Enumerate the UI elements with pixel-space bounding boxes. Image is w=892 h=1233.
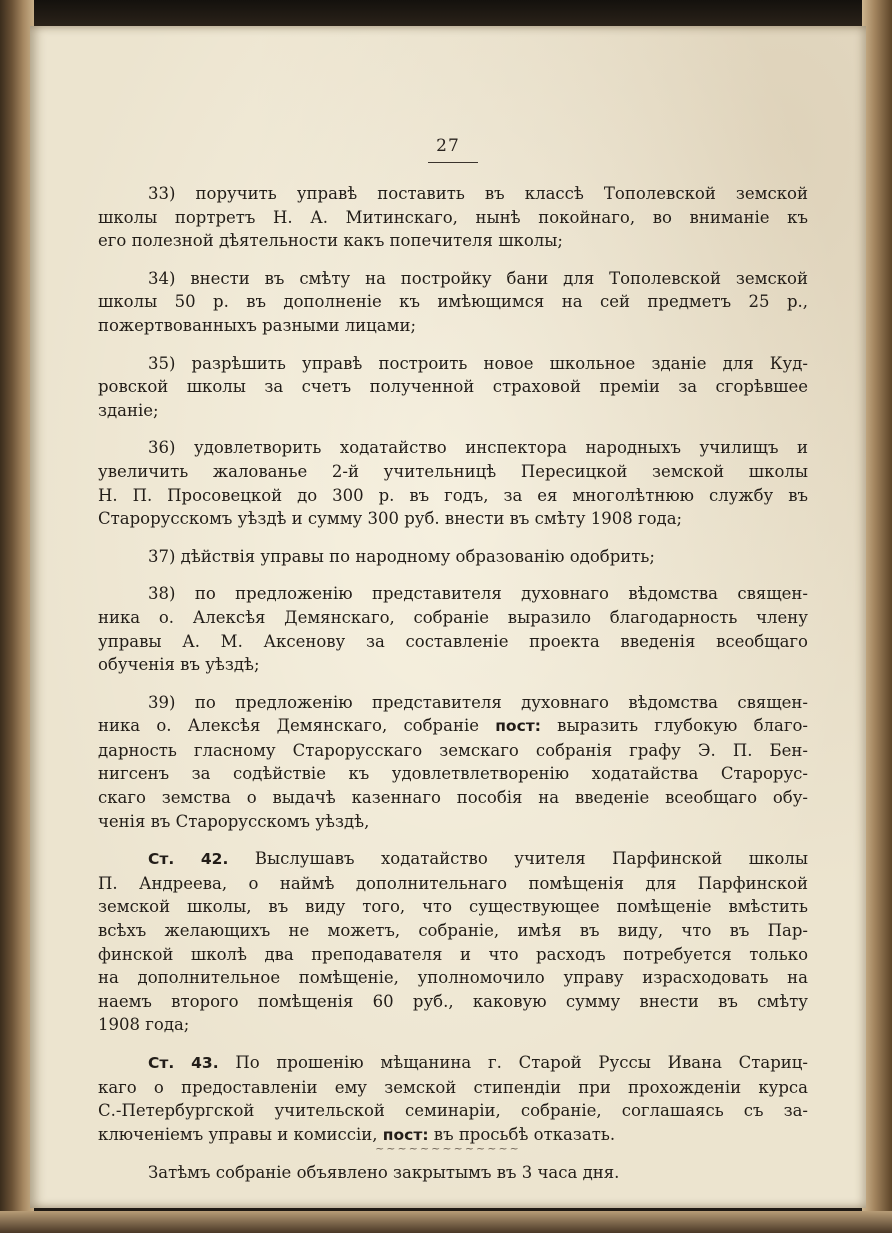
text-line: управы А. М. Аксенову за составленіе проекта введенія всеобщаго xyxy=(98,631,808,651)
end-ornament-rule: ~~~~~~~~~~~~~ xyxy=(375,1142,521,1155)
resolution-label: пост: xyxy=(495,717,541,736)
paragraph-38 xyxy=(98,582,808,676)
page-number-rule xyxy=(428,162,478,163)
book-edge-right xyxy=(862,0,892,1233)
text-line: ченія въ Старорусскомъ уѣздѣ, xyxy=(98,811,370,831)
text-line: наемъ второго помѣщенія 60 руб., каковую сумму внести въ смѣту xyxy=(98,991,808,1011)
text-line: скаго земства о выдачѣ казеннаго пособія на введеніе всеобщаго обу- xyxy=(98,788,808,808)
text-segment: ника о. Алексѣя Демянскаго, собраніе xyxy=(98,716,479,736)
page-number: 27 xyxy=(436,136,460,156)
closing-paragraph xyxy=(98,1161,808,1185)
text-line: 34) внести въ смѣту на постройку бани для Тополевской земской xyxy=(148,268,808,288)
text-line: каго о предоставленіи ему земской стипендіи при прохожденіи курса xyxy=(98,1077,808,1097)
text-line: всѣхъ желающихъ не можетъ, собраніе, имѣя въ виду, что въ Пар- xyxy=(98,921,808,941)
text-line xyxy=(98,847,808,872)
book-bottom-edge xyxy=(0,1211,892,1233)
book-gutter-left xyxy=(0,0,34,1233)
paragraph-34 xyxy=(98,267,808,338)
text-line: финской школѣ два преподавателя и что расходъ потребуется только xyxy=(98,944,808,964)
text-line: С.-Петербургской учительской семинаріи, собраніе, соглашаясь съ за- xyxy=(98,1101,808,1121)
paragraph-33 xyxy=(98,182,808,253)
resolution-label: пост: xyxy=(382,1125,429,1144)
paragraph-36 xyxy=(98,436,808,530)
text-line: ровской школы за счетъ полученной страховой преміи за сгорѣвшее xyxy=(98,377,808,397)
article-43 xyxy=(98,1051,808,1147)
text-line: пожертвованныхъ разными лицами; xyxy=(98,315,417,335)
paragraph-37 xyxy=(98,545,808,569)
text-segment: По прошенію мѣщанина г. Старой Руссы Ивана Стариц- xyxy=(235,1053,808,1072)
paragraph-35 xyxy=(98,352,808,423)
text-line: земской школы, въ виду того, что существующее помѣщеніе вмѣстить xyxy=(98,897,808,917)
text-line xyxy=(98,1051,808,1076)
text-line: дарность гласному Старорусскаго земскаго собранія графу Э. П. Бен- xyxy=(98,740,808,760)
text-line: его полезной дѣятельности какъ попечителя школы; xyxy=(98,231,563,251)
article-42 xyxy=(98,847,808,1037)
text-line: ника о. Алексѣя Демянскаго, собраніе выразило благодарность члену xyxy=(98,607,808,627)
text-line: 33) поручить управѣ поставить въ классѣ Тополевской земской xyxy=(148,184,808,203)
book-top-edge xyxy=(0,0,892,26)
text-segment: Выслушавъ ходатайство учителя Парфинской школы xyxy=(254,849,808,869)
text-line: Затѣмъ собраніе объявлено закрытымъ въ 3 часа дня. xyxy=(148,1163,620,1183)
text-segment: выразить глубокую благо- xyxy=(557,716,809,736)
text-line: обученія въ уѣздѣ; xyxy=(98,655,260,675)
text-line: на дополнительное помѣщеніе, уполномочило управу израсходовать на xyxy=(98,968,808,988)
text-segment: ключеніемъ управы и комиссіи, xyxy=(98,1124,378,1144)
book-page xyxy=(30,26,866,1208)
text-line: 1908 года; xyxy=(98,1015,190,1035)
text-line: 35) разрѣшить управѣ построить новое школьное зданіе для Куд- xyxy=(148,353,808,373)
text-line: 39) по предложенію представителя духовнаго вѣдомства священ- xyxy=(148,692,808,712)
text-line: 36) удовлетворить ходатайство инспектора народныхъ училищъ и xyxy=(148,438,808,458)
text-line: 37) дѣйствія управы по народному образованію одобрить; xyxy=(148,546,655,566)
text-line: 38) по предложенію представителя духовнаго вѣдомства священ- xyxy=(148,584,808,604)
article-label: Ст. 43. xyxy=(148,1054,219,1072)
text-segment: въ просьбѣ отказать. xyxy=(433,1124,616,1144)
text-line: зданіе; xyxy=(98,400,159,420)
text-line: увеличить жалованье 2-й учительницѣ Пересицкой земской школы xyxy=(98,461,808,481)
text-line: школы 50 р. въ дополненіе къ имѣющимся на сей предметъ 25 р., xyxy=(98,292,808,312)
text-line: школы портретъ Н. А. Митинскаго, нынѣ покойнаго, во вниманіе къ xyxy=(98,207,808,227)
text-line: Н. П. Просовецкой до 300 р. въ годъ, за ея многолѣтнюю службу въ xyxy=(98,485,808,505)
paragraph-39 xyxy=(98,691,808,834)
text-line: нигсенъ за содѣйствіе къ удовлетвлетворенію ходатайства Старорус- xyxy=(98,764,808,784)
text-line: П. Андреева, о наймѣ дополнительнаго помѣщенія для Парфинской xyxy=(98,873,808,893)
text-line: Старорусскомъ уѣздѣ и сумму 300 руб. внести въ смѣту 1908 года; xyxy=(98,509,683,529)
article-label: Ст. 42. xyxy=(148,850,229,869)
text-line xyxy=(98,714,808,739)
page-text xyxy=(98,182,808,1199)
